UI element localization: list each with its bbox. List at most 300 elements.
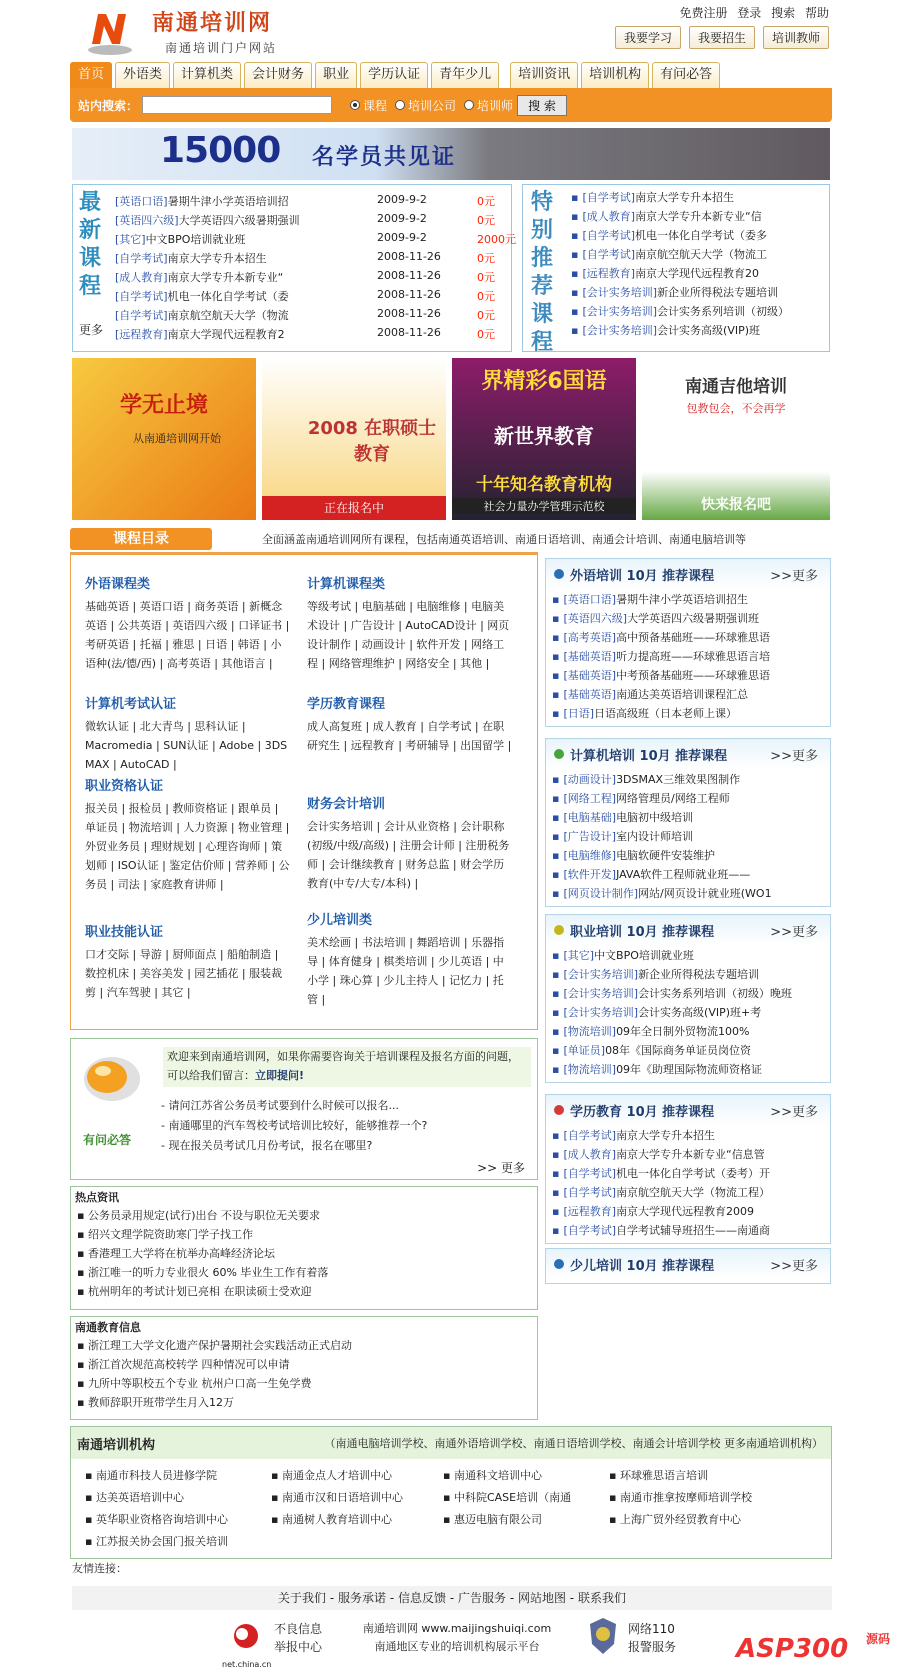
cat-links[interactable]: 口才交际 | 导游 | 厨师面点 | 船舶制造 | 数控机床 | 美容美发 | 园艺插花 | 服装裁剪 | 汽车驾驶 | 其它 | (85, 948, 283, 999)
panel-more-link[interactable]: >>更多 (770, 568, 818, 584)
recommend-tag[interactable]: [会计实务培训] (563, 987, 639, 1000)
news-item-text[interactable]: 香港理工大学将在杭举办高峰经济论坛 (87, 1247, 275, 1260)
site-subtitle: 南通培训门户网站 (165, 41, 278, 55)
catalog-desc: 全面涵盖南通培训网所有课程，包括南通英语培训、南通日语培训、南通会计培训、南通电脑培训等 (262, 533, 746, 546)
edu-news-title: 南通教育信息 (75, 1321, 141, 1334)
bullet-icon: ▪ (552, 792, 560, 805)
recommend-tag[interactable]: [基础英语] (563, 669, 617, 682)
recommend-name[interactable]: 电脑初中级培训 (616, 811, 694, 824)
cat-title[interactable]: 财务会计培训 (307, 797, 386, 812)
institution-name[interactable]: 南通金点人才培训中心 (281, 1469, 392, 1482)
qa-note (163, 1047, 531, 1087)
bullet-icon: ▪ (552, 1129, 560, 1142)
report-center[interactable] (274, 1620, 322, 1656)
banner[interactable] (72, 128, 830, 180)
radio-course-label: 课程 (363, 98, 388, 113)
bullet-icon: ▪ (552, 887, 560, 900)
bullet-icon: ▪ (571, 248, 579, 261)
recommend-name[interactable]: 会计实务系列培训（初级）晚班 (638, 987, 793, 1000)
institution-name[interactable]: 中科院CASE培训（南通 (453, 1491, 572, 1504)
footer-ads-link[interactable]: 广告服务 (457, 1591, 506, 1605)
footer-about-link[interactable]: 关于我们 (278, 1591, 327, 1605)
bullet-icon: ▪ (552, 1063, 560, 1076)
course-name[interactable]: 南京大学专升本新专业“信 (635, 210, 762, 223)
news-item[interactable]: ▪ 杭州明年的考试计划已亮相 在职读硕士受欢迎 (77, 1285, 312, 1298)
ad-1-sub: 从南通培训网开始 (133, 432, 221, 445)
panel-title: 少儿培训 10月 推荐课程 (570, 1258, 715, 1274)
recommend-name[interactable]: 网站/网页设计就业班(WO1 (638, 887, 772, 900)
recommend-tag[interactable]: [自学考试] (563, 1186, 617, 1199)
watermark-sub: 源码 (866, 1632, 891, 1646)
institution-name[interactable]: 南通树人教育培训中心 (281, 1513, 392, 1526)
recommend-tag[interactable]: [会计实务培训] (563, 1006, 639, 1019)
cat-title[interactable]: 职业技能认证 (85, 925, 164, 940)
recommend-tag[interactable]: [日语] (563, 707, 595, 720)
news-item[interactable]: ▪ 绍兴文理学院资助寒门学子找工作 (77, 1228, 253, 1241)
recommend-item[interactable] (552, 866, 824, 885)
news-item-text[interactable]: 九所中等职校五个专业 杭州户口高一生免学费 (87, 1377, 312, 1390)
special-course-row[interactable] (571, 322, 760, 341)
recommend-name[interactable]: 电脑软硬件安装维护 (616, 849, 716, 862)
panel-dot-icon (554, 569, 564, 579)
cat-title[interactable]: 少儿培训类 (307, 913, 373, 928)
tab-vocation[interactable]: 职业 (315, 62, 357, 88)
tab-news[interactable]: 培训资讯 (510, 62, 578, 88)
recommend-tag[interactable]: [其它] (563, 949, 595, 962)
recommend-item[interactable] (552, 1023, 824, 1042)
recommend-name[interactable]: 室内设计师培训 (616, 830, 694, 843)
ask-now-link[interactable]: 立即提问! (255, 1069, 305, 1082)
cat-links[interactable]: 微软认证 | 北大青鸟 | 思科认证 | Macromedia | SUN认证 | Adobe | 3DS MAX | AutoCAD | (85, 720, 288, 771)
recommend-item[interactable] (552, 705, 824, 724)
course-tag[interactable]: [自学考试] (582, 248, 636, 261)
special-course-row[interactable] (571, 208, 762, 227)
recommend-name[interactable]: 南京航空航天大学（物流工程） (616, 1186, 771, 1199)
recommend-tag[interactable]: [物流培训] (563, 1063, 617, 1076)
bullet-icon: ▪ (552, 868, 560, 881)
course-name[interactable]: 南京大学专升本新专业“ (167, 271, 284, 284)
institution-link[interactable]: ▪ 达美英语培训中心 (85, 1491, 184, 1504)
recommend-name[interactable]: 日语高级班（日本老师上课） (594, 707, 738, 720)
ad-3-extra2: 社会力量办学管理示范校 (452, 498, 636, 514)
institution-link[interactable]: ▪ 南通科文培训中心 (443, 1469, 542, 1482)
recommend-tag[interactable]: [单证员] (563, 1044, 606, 1057)
institutions-title: 南通培训机构 (77, 1437, 156, 1453)
recommend-tag[interactable]: [远程教育] (563, 1205, 617, 1218)
recommend-item[interactable] (552, 966, 824, 985)
course-tag[interactable]: [成人教育] (115, 271, 168, 284)
ad-guitar[interactable] (642, 358, 830, 520)
qa-item-text[interactable]: 南通哪里的汽车驾校考试培训比较好，能够推荐一个? (168, 1119, 428, 1132)
bullet-icon: ▪ (571, 286, 579, 299)
recommend-name[interactable]: 听力提高班——环球雅思语言培 (616, 650, 771, 663)
recommend-name[interactable]: 大学英语四六级暑期强训班 (627, 612, 760, 625)
recommend-item[interactable] (552, 1146, 824, 1165)
institution-name[interactable]: 英华职业资格咨询培训中心 (95, 1513, 228, 1526)
police-badge-icon[interactable] (588, 1616, 618, 1656)
tab-foreign-language[interactable]: 外语类 (115, 62, 170, 88)
qa-item-text[interactable]: 请问江苏省公务员考试要到什么时候可以报名... (168, 1099, 399, 1112)
recommend-name[interactable]: 自学考试辅导班招生——南通商 (616, 1224, 771, 1237)
institution-link[interactable]: ▪ 英华职业资格咨询培训中心 (85, 1513, 228, 1526)
recommend-item[interactable] (552, 947, 824, 966)
netchina-logo-icon[interactable] (222, 1620, 266, 1660)
register-link[interactable]: 免费注册 (679, 6, 728, 20)
panel-header (546, 915, 830, 945)
footer-feedback-link[interactable]: 信息反馈 (398, 1591, 447, 1605)
report-line-1: 不良信息 (274, 1622, 323, 1636)
search-link[interactable]: 搜索 (771, 6, 796, 20)
recommend-item[interactable] (552, 847, 824, 866)
recommend-name[interactable]: 08年《国际商务单证员岗位资 (605, 1044, 752, 1057)
recommend-item[interactable] (552, 790, 824, 809)
institutions-desc[interactable]: （南通电脑培训学校、南通外语培训学校、南通日语培训学校、南通会计培训学校 更多南通培训机构） (324, 1437, 823, 1450)
recommend-item[interactable] (552, 610, 824, 629)
special-course-row[interactable] (571, 227, 767, 246)
recommend-item[interactable] (552, 1004, 824, 1023)
cat-links[interactable]: 成人高复班 | 成人教育 | 自学考试 | 在职研究生 | 远程教育 | 考研辅导 | 出国留学 | (307, 720, 512, 752)
bullet-icon: ▪ (552, 968, 560, 981)
course-price: 2000元 (477, 233, 516, 246)
recommend-name[interactable]: 3DSMAX三维效果图制作 (616, 773, 741, 786)
bullet-icon: ▪ (552, 849, 560, 862)
recommend-item[interactable] (552, 771, 824, 790)
bullet-icon: ▪ (552, 773, 560, 786)
footer-service-link[interactable]: 服务承诺 (338, 1591, 387, 1605)
radio-company-label: 培训公司 (408, 98, 457, 113)
police-service[interactable] (628, 1620, 676, 1656)
institution-name[interactable]: 环球雅思语言培训 (619, 1469, 708, 1482)
news-item-text[interactable]: 公务员录用规定(试行)出台 不设与职位无关要求 (87, 1209, 321, 1222)
news-item-text[interactable]: 浙江首次规范高校转学 四种情况可以申请 (87, 1358, 290, 1371)
recommend-item[interactable] (552, 648, 824, 667)
course-name[interactable]: 新企业所得税法专题培训 (657, 286, 779, 299)
course-tag[interactable]: [远程教育] (582, 267, 636, 280)
course-name[interactable]: 南京大学专升本招生 (635, 191, 735, 204)
recommend-tag[interactable]: [动画设计] (563, 773, 617, 786)
banner-number: 15000 (160, 130, 281, 171)
main-nav (70, 62, 720, 88)
recommend-item[interactable] (552, 629, 824, 648)
news-item[interactable]: ▪ 浙江唯一的听力专业很火 60% 毕业生工作有着落 (77, 1266, 329, 1279)
recommend-name[interactable]: 会计实务高级(VIP)班+考 (638, 1006, 762, 1019)
cat-title[interactable]: 职业资格认证 (85, 779, 164, 794)
institution-name[interactable]: 南通市推拿按摩师培训学校 (619, 1491, 752, 1504)
ad-3-extra: 十年知名教育机构 (476, 475, 612, 495)
recommend-tag[interactable]: [英语口语] (563, 593, 617, 606)
course-tag[interactable]: [自学考试] (115, 290, 168, 303)
recommend-name[interactable]: 09年全日制外贸物流100% (616, 1025, 750, 1038)
bullet-icon: ▪ (552, 830, 560, 843)
bullet-icon: ▪ (571, 267, 579, 280)
bullet-icon: ▪ (571, 191, 579, 204)
institution-link[interactable]: ▪ 环球雅思语言培训 (609, 1469, 708, 1482)
special-course-row[interactable] (571, 284, 778, 303)
course-name[interactable]: 机电一体化自学考试（委多 (635, 229, 768, 242)
course-name[interactable]: 中文BPO培训就业班 (145, 233, 246, 246)
news-item-text[interactable]: 绍兴文理学院资助寒门学子找工作 (87, 1228, 253, 1241)
recommend-panel (545, 558, 831, 727)
news-item[interactable]: ▪ 公务员录用规定(试行)出台 不设与职位无关要求 (77, 1209, 321, 1222)
special-course-row[interactable] (571, 303, 789, 322)
institution-link[interactable]: ▪ 惠迈电脑有限公司 (443, 1513, 542, 1526)
want-enroll-button[interactable]: 我要招生 (689, 26, 755, 49)
footer-site: 南通培训网 www.maijingshuiqi.com (362, 1622, 552, 1635)
institution-name[interactable]: 南通市汉和日语培训中心 (281, 1491, 403, 1504)
cat-links[interactable]: 报关员 | 报检员 | 教师资格证 | 跟单员 | 单证员 | 物流培训 | 人力资源 | 物业管理 | 外贸业务员 | 理财规划 | 心理咨询师 | 策划师 | ISO认证 | 鉴定估价师 | 营养师 | 公务员 | 司法 | 家庭教育讲师 | (85, 802, 290, 891)
cat-title[interactable]: 计算机考试认证 (85, 697, 177, 712)
qa-note-text: 欢迎来到南通培训网，如果你需要咨询关于培训课程及报名方面的问题，可以给我们留言： (167, 1050, 519, 1082)
ad-learning[interactable] (72, 358, 256, 520)
course-tag[interactable]: [自学考试] (115, 252, 168, 265)
course-tag[interactable]: [会计实务培训] (582, 324, 658, 337)
news-item-text[interactable]: 浙江理工大学文化遗产保护暑期社会实践活动正式启动 (87, 1339, 352, 1352)
latest-courses (72, 184, 516, 352)
qa-more-link[interactable]: >> 更多 (477, 1161, 525, 1175)
recommend-tag[interactable]: [基础英语] (563, 650, 617, 663)
recommend-name[interactable]: 南京大学现代远程教育2009 (616, 1205, 755, 1218)
course-tag[interactable]: [远程教育] (115, 328, 168, 341)
recommend-item[interactable] (552, 1042, 824, 1061)
recommend-item[interactable] (552, 1061, 824, 1080)
news-item-text[interactable]: 教师辞职开班带学生月入12万 (87, 1396, 234, 1409)
top-links (673, 4, 829, 21)
recommend-tag[interactable]: [网页设计制作] (563, 887, 639, 900)
panel-title: 学历教育 10月 推荐课程 (570, 1104, 715, 1120)
panel-header (546, 1249, 830, 1279)
bullet-icon: ▪ (571, 324, 579, 337)
footer-sitemap-link[interactable]: 网站地图 (517, 1591, 566, 1605)
tab-degree[interactable]: 学历认证 (360, 62, 428, 88)
recommend-name[interactable]: 机电一体化自学考试（委考）开 (616, 1167, 771, 1180)
course-tag[interactable]: [英语四六级] (115, 214, 179, 227)
course-name[interactable]: 暑期牛津小学英语培训招 (167, 195, 289, 208)
recommend-tag[interactable]: [自学考试] (563, 1129, 617, 1142)
recommend-name[interactable]: 新企业所得税法专题培训 (638, 968, 760, 981)
panel-more-link[interactable]: >>更多 (770, 924, 818, 940)
special-course-row[interactable] (571, 265, 759, 284)
course-name[interactable]: 南京大学现代远程教育2 (167, 328, 285, 341)
news-item[interactable]: ▪ 九所中等职校五个专业 杭州户口高一生免学费 (77, 1377, 312, 1390)
recommend-tag[interactable]: [物流培训] (563, 1025, 617, 1038)
cat-links[interactable]: 会计实务培训 | 会计从业资格 | 会计职称(初级/中级/高级) | 注册会计师 | 注册税务师 | 会计继续教育 | 财务总监 | 财会学历教育(中专/大专/本科) | (307, 820, 510, 890)
want-learn-button[interactable]: 我要学习 (615, 26, 681, 49)
special-course-row[interactable] (571, 189, 734, 208)
panel-dot-icon (554, 749, 564, 759)
radio-trainer[interactable] (464, 100, 474, 110)
police-line-1: 网络110 (628, 1622, 675, 1636)
ad-4-extra: 快来报名吧 (701, 497, 771, 513)
recommend-tag[interactable]: [高考英语] (563, 631, 617, 644)
panel-title: 计算机培训 10月 推荐课程 (570, 748, 728, 764)
qa-box (70, 1038, 538, 1180)
recommend-item[interactable] (552, 809, 824, 828)
course-tag[interactable]: [自学考试] (582, 229, 636, 242)
search-input[interactable] (142, 96, 332, 114)
tab-youth[interactable]: 青年少儿 (431, 62, 499, 88)
bullet-icon: ▪ (571, 229, 579, 242)
panel-dot-icon (554, 1259, 564, 1269)
site-logo-icon[interactable] (84, 8, 136, 56)
course-tag[interactable]: [自学考试] (582, 191, 636, 204)
panel-more-link[interactable]: >>更多 (770, 748, 818, 764)
tab-institutions[interactable]: 培训机构 (581, 62, 649, 88)
course-tag[interactable]: [会计实务培训] (582, 286, 658, 299)
recommend-name[interactable]: JAVA软件工程师就业班—— (616, 868, 751, 881)
institution-name[interactable]: 上海广贸外经贸教育中心 (619, 1513, 741, 1526)
special-courses (522, 184, 830, 355)
course-price: 0元 (477, 214, 495, 227)
friend-links-label: 友情连接： (72, 1562, 127, 1575)
cat-title[interactable]: 计算机课程类 (307, 577, 386, 592)
recommend-tag[interactable]: [自学考试] (563, 1224, 617, 1237)
recommend-item[interactable] (552, 1222, 824, 1241)
recommend-name[interactable]: 网络管理员/网络工程师 (616, 792, 730, 805)
institution-name[interactable]: 惠迈电脑有限公司 (453, 1513, 542, 1526)
recommend-item[interactable] (552, 828, 824, 847)
ad-4-sub: 包教包会，不会再学 (686, 402, 786, 415)
recommend-item[interactable] (552, 1203, 824, 1222)
ad-2-sub: 正在报名中 (262, 496, 446, 520)
recommend-item[interactable] (552, 591, 824, 610)
bullet-icon: ▪ (552, 688, 560, 701)
teacher-button[interactable]: 培训教师 (763, 26, 829, 49)
recommend-item[interactable] (552, 1165, 824, 1184)
login-link[interactable]: 登录 (737, 6, 762, 20)
institution-link[interactable]: ▪ 南通市推拿按摩师培训学校 (609, 1491, 752, 1504)
institution-link[interactable]: ▪ 南通市科技人员进修学院 (85, 1469, 217, 1482)
institution-name[interactable]: 江苏报关协会国门报关培训 (95, 1535, 228, 1548)
institution-link[interactable]: ▪ 上海广贸外经贸教育中心 (609, 1513, 741, 1526)
recommend-tag[interactable]: [会计实务培训] (563, 968, 639, 981)
course-name[interactable]: 会计实务系列培训（初级） (657, 305, 790, 318)
recommend-name[interactable]: 09年《助理国际物流师资格证 (616, 1063, 763, 1076)
institution-link[interactable]: ▪ 南通树人教育培训中心 (271, 1513, 392, 1526)
qa-item[interactable]: - 现在报关员考试几月份考试，报名在哪里? (161, 1139, 373, 1152)
recommend-tag[interactable]: [软件开发] (563, 868, 617, 881)
special-course-row[interactable] (571, 246, 767, 265)
course-date: 2009-9-2 (377, 212, 427, 225)
latest-more-link[interactable]: 更多 (79, 323, 104, 337)
recommend-tag[interactable]: [英语四六级] (563, 612, 628, 625)
cat-links[interactable]: 等级考试 | 电脑基础 | 电脑维修 | 电脑美术设计 | 广告设计 | AutoCAD设计 | 网页设计制作 | 动画设计 | 软件开发 | 网络工程 | 网络管理维护 | 网络安全 | 其他 | (307, 600, 510, 670)
institution-link[interactable]: ▪ 南通金点人才培训中心 (271, 1469, 392, 1482)
course-name[interactable]: 南京大学专升本招生 (167, 252, 267, 265)
tab-accounting[interactable]: 会计财务 (244, 62, 312, 88)
tab-qa[interactable]: 有问必答 (652, 62, 720, 88)
bullet-icon: ▪ (552, 1186, 560, 1199)
course-price: 0元 (477, 328, 495, 341)
ad-master[interactable] (262, 358, 446, 520)
course-name[interactable]: 会计实务高级(VIP)班 (657, 324, 761, 337)
news-item[interactable]: ▪ 教师辞职开班带学生月入12万 (77, 1396, 234, 1409)
recommend-name[interactable]: 南京大学专升本新专业“信息管 (616, 1148, 765, 1161)
recommend-name[interactable]: 中文BPO培训就业班 (594, 949, 694, 962)
recommend-item[interactable] (552, 686, 824, 705)
bullet-icon: ▪ (552, 593, 560, 606)
qa-item[interactable]: - 南通哪里的汽车驾校考试培训比较好，能够推荐一个? (161, 1119, 428, 1132)
recommend-name[interactable]: 暑期牛津小学英语培训招生 (616, 593, 749, 606)
recommend-tag[interactable]: [电脑基础] (563, 811, 617, 824)
panel-dot-icon (554, 1105, 564, 1115)
cat-title[interactable]: 学历教育课程 (307, 697, 386, 712)
recommend-item[interactable] (552, 985, 824, 1004)
panel-header (546, 1095, 830, 1125)
news-item-text[interactable]: 浙江唯一的听力专业很火 60% 毕业生工作有着落 (87, 1266, 329, 1279)
tab-computer[interactable]: 计算机类 (173, 62, 241, 88)
institution-name[interactable]: 达美英语培训中心 (95, 1491, 184, 1504)
course-price: 0元 (477, 271, 495, 284)
course-tag[interactable]: [其它] (115, 233, 146, 246)
recommend-item[interactable] (552, 667, 824, 686)
radio-company[interactable] (395, 100, 405, 110)
recommend-name[interactable]: 南通达美英语培训课程汇总 (616, 688, 749, 701)
panel-dot-icon (554, 925, 564, 935)
search-button[interactable]: 搜 索 (517, 95, 567, 116)
institution-link[interactable]: ▪ 江苏报关协会国门报关培训 (85, 1535, 228, 1548)
recommend-tag[interactable]: [广告设计] (563, 830, 617, 843)
recommend-tag[interactable]: [基础英语] (563, 688, 617, 701)
recommend-tag[interactable]: [成人教育] (563, 1148, 617, 1161)
help-link[interactable]: 帮助 (804, 6, 829, 20)
radio-course[interactable] (350, 100, 360, 110)
news-item-text[interactable]: 杭州明年的考试计划已亮相 在职读硕士受欢迎 (87, 1285, 312, 1298)
course-tag[interactable]: [英语口语] (115, 195, 168, 208)
recommend-tag[interactable]: [网络工程] (563, 792, 617, 805)
ad-2-headline: 2008 在职硕士教育 (307, 418, 437, 465)
recommend-tag[interactable]: [电脑维修] (563, 849, 617, 862)
panel-more-link[interactable]: >>更多 (770, 1104, 818, 1120)
course-tag[interactable]: [会计实务培训] (582, 305, 658, 318)
course-tag[interactable]: [自学考试] (115, 309, 168, 322)
institution-name[interactable]: 南通科文培训中心 (453, 1469, 542, 1482)
tab-home[interactable]: 首页 (70, 62, 112, 88)
institution-name[interactable]: 南通市科技人员进修学院 (95, 1469, 217, 1482)
cat-links[interactable]: 基础英语 | 英语口语 | 商务英语 | 新概念英语 | 公共英语 | 英语四六级 | 口译证书 | 考研英语 | 托福 | 雅思 | 日语 | 韩语 | 小语种(法/德/西) | 高考英语 | 其他语言 | (85, 600, 290, 670)
panel-more-link[interactable]: >>更多 (770, 1258, 818, 1274)
institution-link[interactable]: ▪ 中科院CASE培训（南通 (443, 1491, 572, 1504)
course-name[interactable]: 大学英语四六级暑期强训 (178, 214, 300, 227)
cat-title[interactable]: 外语课程类 (85, 577, 151, 592)
cat-links[interactable]: 美术绘画 | 书法培训 | 舞蹈培训 | 乐器指导 | 体育健身 | 棋类培训 | 少儿英语 | 中小学 | 珠心算 | 少儿主持人 | 记忆力 | 托管 | (307, 936, 505, 1006)
recommend-name[interactable]: 高中预备基础班——环球雅思语 (616, 631, 771, 644)
recommend-name[interactable]: 南京大学专升本招生 (616, 1129, 716, 1142)
radio-trainer-label: 培训师 (477, 98, 514, 113)
edu-news (70, 1316, 538, 1420)
course-name[interactable]: 南京大学现代远程教育20 (635, 267, 760, 280)
panel-header (546, 559, 830, 589)
course-name[interactable]: 南京航空航天大学（物流工 (635, 248, 768, 261)
bullet-icon: ▪ (552, 811, 560, 824)
recommend-name[interactable]: 中考预备基础班——环球雅思语 (616, 669, 771, 682)
institution-link[interactable]: ▪ 南通市汉和日语培训中心 (271, 1491, 403, 1504)
recommend-item[interactable] (552, 1184, 824, 1203)
news-item[interactable]: ▪ 浙江首次规范高校转学 四种情况可以申请 (77, 1358, 290, 1371)
recommend-item[interactable] (552, 885, 824, 904)
recommend-item[interactable] (552, 1127, 824, 1146)
qa-item[interactable]: - 请问江苏省公务员考试要到什么时候可以报名... (161, 1099, 399, 1112)
footer-site-info (352, 1620, 562, 1656)
course-tag[interactable]: [成人教育] (582, 210, 636, 223)
news-item[interactable]: ▪ 香港理工大学将在杭举办高峰经济论坛 (77, 1247, 275, 1260)
course-name[interactable]: 南京航空航天大学（物流 (167, 309, 289, 322)
recommend-tag[interactable]: [自学考试] (563, 1167, 617, 1180)
footer-contact-link[interactable]: 联系我们 (577, 1591, 626, 1605)
ad-newworld[interactable] (452, 358, 636, 520)
course-name[interactable]: 机电一体化自学考试（委 (167, 290, 289, 303)
qa-item-text[interactable]: 现在报关员考试几月份考试，报名在哪里? (168, 1139, 373, 1152)
news-item[interactable]: ▪ 浙江理工大学文化遗产保护暑期社会实践活动正式启动 (77, 1339, 352, 1352)
